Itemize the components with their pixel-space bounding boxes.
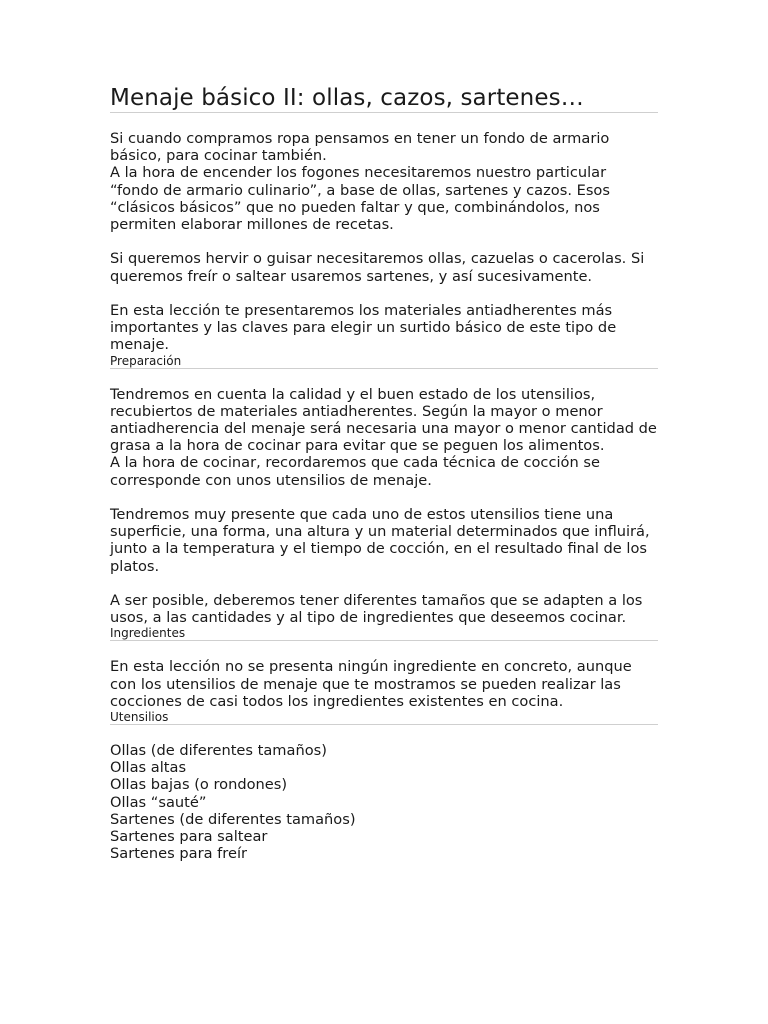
list-item: Ollas bajas (o rondones)	[110, 776, 288, 794]
list-item: Sartenes para saltear	[110, 828, 268, 846]
ingredientes-paragraph: En esta lección no se presenta ningún ingrediente en concreto, aunque con los utensilios de menaje que te mostramos se pueden realizar las cocciones de casi todos los ingredientes existentes en cocina.	[110, 658, 632, 710]
title-divider	[110, 112, 658, 113]
intro-paragraph: A la hora de encender los fogones necesitaremos nuestro particular “fondo de armario culinario”, a base de ollas, sartenes y cazos. Esos “clásicos básicos” que no pueden faltar y que, combinándolos, nos permiten elaborar millones de recetas.	[110, 164, 610, 234]
preparacion-paragraph: Tendremos muy presente que cada uno de estos utensilios tiene una superficie, una forma, una altura y un material determinados que influirá, junto a la temperatura y el tiempo de cocción, en el resultado final de los platos.	[110, 506, 650, 575]
section-divider	[110, 724, 658, 725]
utensilios-list	[110, 742, 658, 862]
section-heading-utensilios: Utensilios	[110, 710, 169, 725]
section-heading-ingredientes: Ingredientes	[110, 626, 186, 641]
list-item: Ollas “sauté”	[110, 793, 207, 811]
page-title: Menaje básico II: ollas, cazos, sartenes…	[110, 85, 584, 111]
list-item: Ollas (de diferentes tamaños)	[110, 742, 327, 760]
intro-paragraph: En esta lección te presentaremos los materiales antiadherentes más importantes y las claves para elegir un surtido básico de este tipo de menaje.	[110, 302, 617, 354]
preparacion-paragraph: A ser posible, deberemos tener diferentes tamaños que se adapten a los usos, a las cantidades y al tipo de ingredientes que deseemos cocinar.	[110, 592, 643, 627]
list-item: Sartenes (de diferentes tamaños)	[110, 810, 356, 828]
section-divider	[110, 368, 658, 369]
preparacion-paragraph: A la hora de cocinar, recordaremos que cada técnica de cocción se corresponde con unos utensilios de menaje.	[110, 454, 600, 489]
intro-section	[110, 130, 658, 354]
ingredientes-section	[110, 658, 658, 710]
list-item: Ollas altas	[110, 759, 187, 777]
list-item: Sartenes para freír	[110, 845, 248, 863]
section-heading-preparacion: Preparación	[110, 353, 182, 368]
section-divider	[110, 640, 658, 641]
intro-paragraph: Si cuando compramos ropa pensamos en tener un fondo de armario básico, para cocinar también.	[110, 130, 610, 165]
preparacion-paragraph: Tendremos en cuenta la calidad y el buen estado de los utensilios, recubiertos de materiales antiadherentes. Según la mayor o menor antiadherencia del menaje será necesaria una mayor o menor cantidad de grasa a la hora de cocinar para evitar que se peguen los alimentos.	[110, 385, 657, 455]
document-page	[110, 84, 658, 862]
preparacion-section	[110, 386, 658, 627]
intro-paragraph: Si queremos hervir o guisar necesitaremos ollas, cazuelas o cacerolas. Si queremos freír o saltear usaremos sartenes, y así sucesivamente.	[110, 250, 645, 285]
